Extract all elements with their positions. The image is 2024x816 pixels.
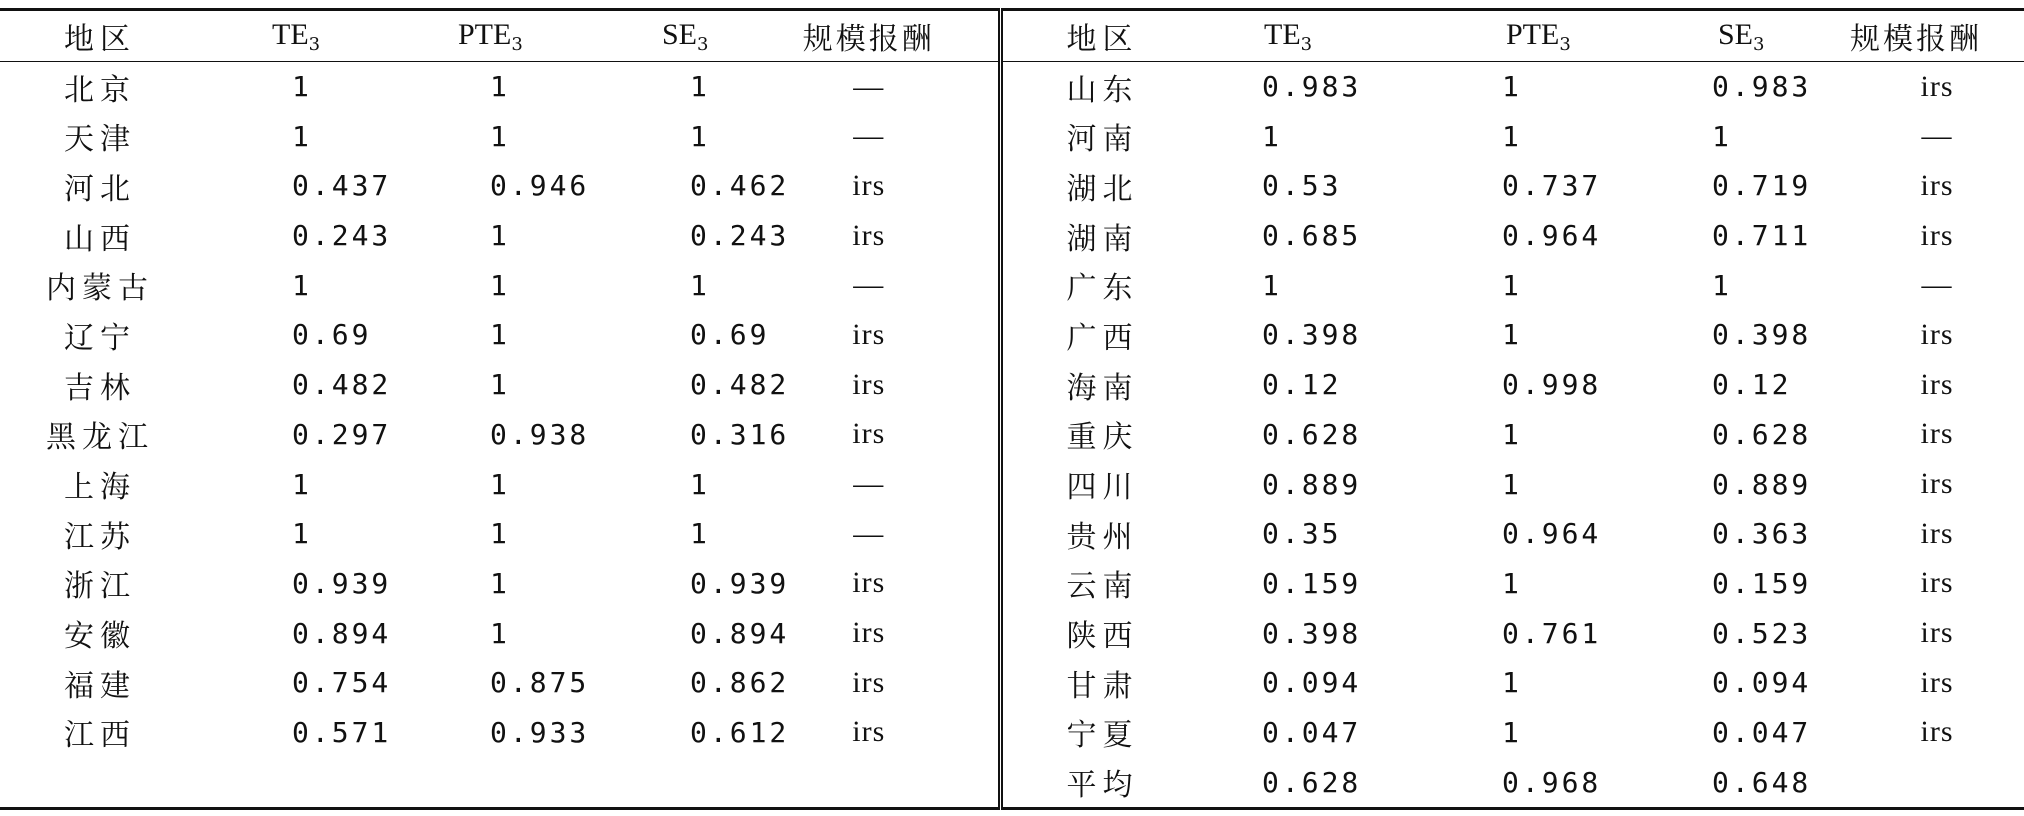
se-cell-left: 1	[690, 517, 710, 551]
se-cell-left: 0.482	[690, 368, 790, 402]
region-cell-right: 山东	[1066, 72, 1139, 108]
region-cell-right: 云南	[1066, 569, 1139, 605]
table-row	[0, 211, 2024, 261]
scale-cell-left: —	[740, 61, 1000, 111]
header-te-right: $TE_3$	[1200, 10, 1440, 62]
scale-cell-left: irs	[740, 360, 1000, 410]
se-cell-left: 1	[690, 119, 710, 153]
scale-cell-right: irs	[1920, 218, 1954, 252]
pte-cell-right: 0.761	[1502, 616, 1602, 650]
scale-cell-left: irs	[740, 608, 1000, 658]
pte-cell-left: 1	[490, 467, 510, 501]
region-cell-right: 甘肃	[1066, 668, 1139, 704]
te-cell-right: 0.094	[1262, 666, 1362, 700]
se-cell-left: 0.316	[690, 417, 790, 451]
te-cell-right: 1	[1262, 268, 1282, 302]
scale-cell-left: irs	[740, 211, 1000, 261]
te-cell-left: 0.437	[292, 169, 392, 203]
region-cell-right: 湖南	[1066, 221, 1139, 257]
se-cell-right: 0.628	[1712, 417, 1812, 451]
table-row	[0, 559, 2024, 609]
se-cell-left: 0.612	[690, 715, 790, 749]
region-cell-right: 贵州	[1066, 519, 1139, 555]
region-cell-right: 河南	[1066, 122, 1139, 158]
region-cell-right: 四川	[1066, 470, 1139, 506]
scale-cell-left: —	[740, 260, 1000, 310]
scale-cell-left: irs	[740, 559, 1000, 609]
scale-cell-left: —	[740, 459, 1000, 509]
header-pte-right: $PTE_3$	[1440, 10, 1680, 62]
efficiency-table	[0, 8, 2024, 810]
te-cell-right: 0.12	[1262, 368, 1342, 402]
pte-cell-left	[400, 757, 600, 808]
table-row	[0, 459, 2024, 509]
scale-cell-left: —	[740, 111, 1000, 161]
te-cell-right: 0.983	[1262, 70, 1362, 104]
table-row	[0, 360, 2024, 410]
te-cell-left: 1	[292, 268, 312, 302]
header-se-right: $SE_3$	[1680, 10, 1850, 62]
se-cell-right: 0.363	[1712, 517, 1812, 551]
te-cell-left: 0.894	[292, 616, 392, 650]
pte-cell-left: 1	[490, 318, 510, 352]
te-cell-right: 0.628	[1200, 757, 1440, 808]
se-cell-left: 0.69	[690, 318, 770, 352]
te-cell-right: 0.35	[1262, 517, 1342, 551]
scale-cell-right: irs	[1920, 616, 1954, 650]
te-cell-right: 0.047	[1262, 715, 1362, 749]
te-cell-right: 0.53	[1262, 169, 1342, 203]
scale-cell-right: irs	[1920, 367, 1954, 401]
pte-cell-right: 0.964	[1502, 517, 1602, 551]
region-cell-right: 广东	[1066, 271, 1139, 307]
region-cell-right: 重庆	[1066, 420, 1139, 456]
table-row	[0, 658, 2024, 708]
table-row	[0, 61, 2024, 111]
pte-cell-right: 1	[1502, 666, 1522, 700]
te-cell-left: 1	[292, 70, 312, 104]
scale-cell-right: —	[1921, 268, 1953, 302]
se-cell-right: 1	[1712, 268, 1732, 302]
table-header-row	[0, 10, 2024, 62]
region-cell-right: 平均	[1000, 757, 1200, 808]
se-cell-right: 0.12	[1712, 368, 1792, 402]
te-cell-left: 0.69	[292, 318, 372, 352]
header-scale-left: 规模报酬	[740, 10, 1000, 62]
pte-cell-left: 1	[490, 566, 510, 600]
region-cell-left: 内蒙古	[46, 271, 154, 307]
se-cell-right: 0.047	[1712, 715, 1812, 749]
se-cell-left: 0.862	[690, 666, 790, 700]
pte-cell-right: 0.998	[1502, 368, 1602, 402]
scale-cell-left: irs	[740, 658, 1000, 708]
header-te-left: $TE_3$	[200, 10, 400, 62]
region-cell-right: 陕西	[1066, 619, 1139, 655]
header-scale-right: 规模报酬	[1850, 10, 2024, 62]
se-cell-left: 1	[690, 268, 710, 302]
scale-cell-right: irs	[1920, 69, 1954, 103]
scale-cell-right: irs	[1920, 417, 1954, 451]
region-cell-left: 上海	[64, 470, 136, 506]
pte-cell-left: 0.875	[490, 666, 590, 700]
scale-cell-left: irs	[740, 708, 1000, 758]
te-cell-right: 0.159	[1262, 566, 1362, 600]
scale-cell-right: irs	[1920, 715, 1954, 749]
region-cell-right: 广西	[1066, 320, 1139, 356]
te-cell-left: 0.571	[292, 715, 392, 749]
pte-cell-right: 1	[1502, 715, 1522, 749]
pte-cell-right: 1	[1502, 70, 1522, 104]
scale-cell-left: irs	[740, 310, 1000, 360]
te-cell-left	[200, 757, 400, 808]
pte-cell-left: 1	[490, 268, 510, 302]
se-cell-left: 0.462	[690, 169, 790, 203]
table-row	[0, 310, 2024, 360]
region-cell-left: 江苏	[64, 519, 136, 555]
pte-cell-left: 0.938	[490, 417, 590, 451]
header-pte-left: $PTE_3$	[400, 10, 600, 62]
region-cell-left: 北京	[64, 72, 136, 108]
pte-cell-right: 0.968	[1440, 757, 1680, 808]
se-cell-right: 0.719	[1712, 169, 1812, 203]
region-cell-left: 福建	[64, 668, 136, 704]
pte-cell-left: 0.933	[490, 715, 590, 749]
se-cell-right: 0.159	[1712, 566, 1812, 600]
header-region-right: 地区	[1000, 10, 1200, 62]
te-cell-right: 0.628	[1262, 417, 1362, 451]
te-cell-right: 0.685	[1262, 219, 1362, 253]
pte-cell-left: 1	[490, 517, 510, 551]
region-cell-left: 江西	[64, 718, 136, 754]
scale-cell-left: irs	[740, 161, 1000, 211]
region-cell-right: 湖北	[1066, 171, 1139, 207]
table-row	[0, 708, 2024, 758]
pte-cell-right: 1	[1502, 417, 1522, 451]
te-cell-left: 0.297	[292, 417, 392, 451]
scale-cell-right: irs	[1920, 566, 1954, 600]
te-cell-right: 0.889	[1262, 467, 1362, 501]
region-cell-left	[0, 757, 200, 808]
te-cell-left: 1	[292, 119, 312, 153]
region-cell-left: 山西	[64, 221, 136, 257]
scale-cell-left: irs	[740, 410, 1000, 460]
pte-cell-right: 1	[1502, 566, 1522, 600]
pte-cell-left: 1	[490, 119, 510, 153]
pte-cell-left: 1	[490, 368, 510, 402]
header-region-left: 地区	[0, 10, 200, 62]
pte-cell-right: 1	[1502, 318, 1522, 352]
se-cell-right: 0.648	[1680, 757, 1850, 808]
te-cell-right: 0.398	[1262, 318, 1362, 352]
te-cell-right: 0.398	[1262, 616, 1362, 650]
te-cell-left: 0.482	[292, 368, 392, 402]
se-cell-left: 0.243	[690, 219, 790, 253]
te-cell-left: 1	[292, 517, 312, 551]
table-row	[0, 509, 2024, 559]
table-row	[0, 410, 2024, 460]
pte-cell-left: 1	[490, 70, 510, 104]
scale-cell-right: —	[1921, 119, 1953, 153]
te-cell-left: 1	[292, 467, 312, 501]
header-se-left: $SE_3$	[600, 10, 740, 62]
te-cell-left: 0.754	[292, 666, 392, 700]
te-cell-left: 0.939	[292, 566, 392, 600]
se-cell-left: 0.894	[690, 616, 790, 650]
se-cell-right: 0.523	[1712, 616, 1812, 650]
table-row	[0, 111, 2024, 161]
pte-cell-right: 0.737	[1502, 169, 1602, 203]
region-cell-left: 吉林	[64, 370, 136, 406]
pte-cell-left: 1	[490, 219, 510, 253]
scale-cell-right: irs	[1920, 516, 1954, 550]
region-cell-left: 浙江	[64, 569, 136, 605]
pte-cell-right: 1	[1502, 268, 1522, 302]
se-cell-left: 0.939	[690, 566, 790, 600]
se-cell-right: 0.711	[1712, 219, 1812, 253]
se-cell-left: 1	[690, 70, 710, 104]
scale-cell-left: —	[740, 509, 1000, 559]
region-cell-right: 海南	[1066, 370, 1139, 406]
pte-cell-right: 1	[1502, 467, 1522, 501]
te-cell-right: 1	[1262, 119, 1282, 153]
se-cell-right: 0.983	[1712, 70, 1812, 104]
se-cell-left: 1	[690, 467, 710, 501]
table-row	[0, 608, 2024, 658]
region-cell-right: 宁夏	[1066, 718, 1139, 754]
pte-cell-right: 1	[1502, 119, 1522, 153]
region-cell-left: 天津	[64, 122, 136, 158]
scale-cell-right: irs	[1920, 665, 1954, 699]
pte-cell-left: 1	[490, 616, 510, 650]
pte-cell-right: 0.964	[1502, 219, 1602, 253]
scale-cell-left	[740, 757, 1000, 808]
region-cell-left: 安徽	[64, 619, 136, 655]
se-cell-right: 0.094	[1712, 666, 1812, 700]
se-cell-left	[600, 757, 740, 808]
region-cell-left: 辽宁	[64, 320, 136, 356]
te-cell-left: 0.243	[292, 219, 392, 253]
se-cell-right: 0.398	[1712, 318, 1812, 352]
pte-cell-left: 0.946	[490, 169, 590, 203]
scale-cell-right: irs	[1920, 168, 1954, 202]
region-cell-left: 黑龙江	[46, 420, 154, 456]
table-row	[0, 260, 2024, 310]
table-row	[0, 161, 2024, 211]
scale-cell-right: irs	[1920, 467, 1954, 501]
se-cell-right: 0.889	[1712, 467, 1812, 501]
table-row	[0, 757, 2024, 808]
scale-cell-right: irs	[1920, 317, 1954, 351]
scale-cell-right	[1850, 757, 2024, 808]
se-cell-right: 1	[1712, 119, 1732, 153]
region-cell-left: 河北	[64, 171, 136, 207]
